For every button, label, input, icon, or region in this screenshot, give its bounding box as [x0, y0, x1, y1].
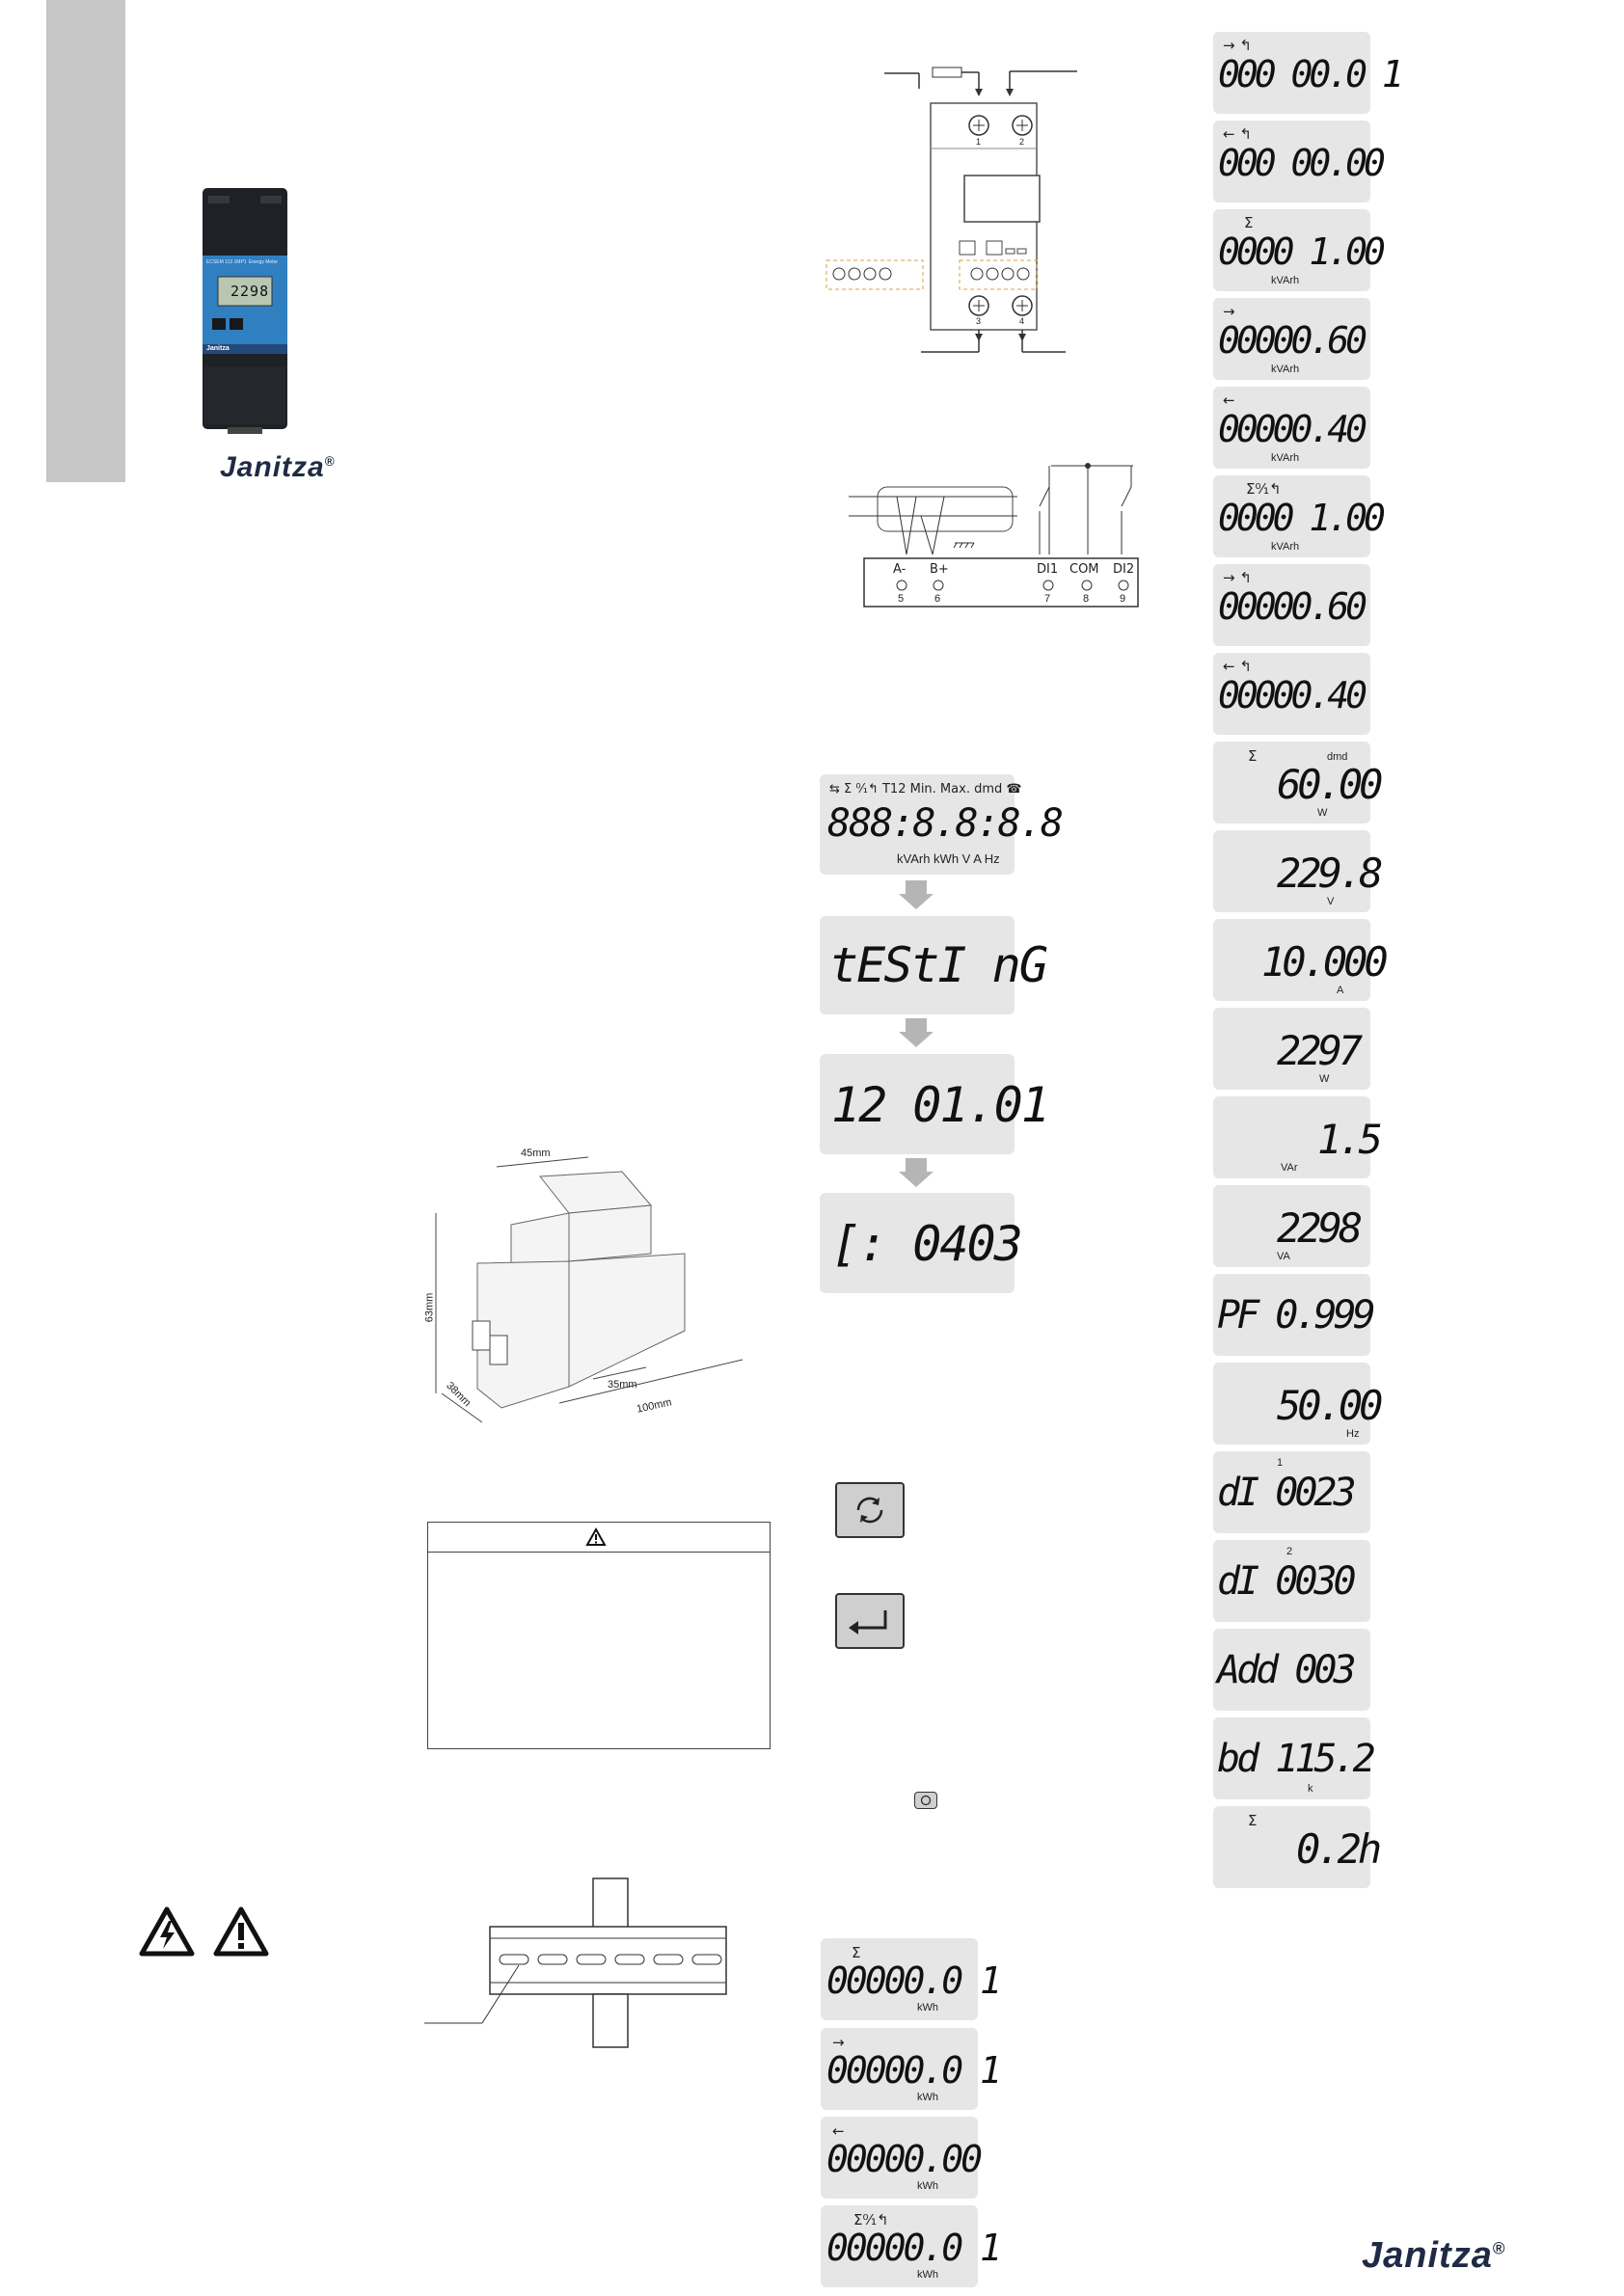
lcd-right-4	[1213, 298, 1370, 380]
lcd-startup-version	[820, 1054, 1048, 1154]
lcd-right-12-digits: 2297	[1277, 1027, 1360, 1074]
lcd-right-9-extra: dmd	[1327, 751, 1348, 763]
lcd-right-1-digits: 000 00.0 1	[1218, 53, 1400, 95]
lcd-right-8-symbol: ← ↰	[1223, 658, 1252, 675]
lcd-right-5-symbol: ←	[1223, 392, 1235, 409]
lcd-right-20-digits: bd 115.2	[1217, 1737, 1372, 1781]
lcd-right-10-digits: 229.8	[1277, 850, 1380, 897]
lcd-right-13-unit: VAr	[1281, 1162, 1298, 1174]
lcd-right-4-digits: 00000.60	[1218, 319, 1365, 362]
lcd-right-2-digits: 000 00.00	[1218, 142, 1382, 184]
lcd-right-13	[1213, 1096, 1379, 1178]
lcd-right-7	[1213, 564, 1370, 646]
electric-hazard-icon	[140, 1907, 194, 1960]
rs485-num-6: 6	[934, 593, 941, 605]
lcd-bottom-4	[821, 2205, 999, 2287]
lcd-right-4-unit: kVArh	[1271, 364, 1300, 375]
lcd-right-2	[1213, 121, 1382, 203]
lcd-right-9-symbol: Σ	[1248, 747, 1258, 765]
lcd-bottom-2	[821, 2028, 999, 2110]
dim-din: 35mm	[608, 1379, 637, 1391]
lcd-right-21-digits: 0.2h	[1296, 1825, 1379, 1873]
lcd-right-8-digits: 00000.40	[1218, 674, 1365, 716]
product-label-brand: Janitza	[206, 345, 230, 352]
lcd-bottom-2-symbol: →	[832, 2034, 845, 2051]
product-photo	[199, 188, 291, 434]
lcd-bottom-2-unit: kWh	[917, 2092, 938, 2103]
lcd-right-7-digits: 00000.60	[1218, 585, 1365, 628]
lcd-startup-digits: 888:8.8:8.8	[827, 801, 1062, 846]
rs485-label-di1: DI1	[1037, 562, 1059, 577]
enter-icon	[837, 1595, 903, 1647]
lcd-right-18-digits: dI 0030	[1217, 1559, 1353, 1604]
lcd-startup-checksum	[820, 1193, 1021, 1293]
lcd-right-15	[1213, 1274, 1370, 1356]
lcd-right-6	[1213, 475, 1382, 557]
rs485-num-7: 7	[1044, 593, 1051, 605]
lcd-right-20-unit: k	[1308, 1783, 1313, 1795]
lcd-bottom-3-symbol: ←	[832, 2122, 845, 2140]
product-lcd-value: 2298	[230, 283, 270, 300]
terminal-1-label: 1	[976, 137, 982, 147]
general-warning-icon	[214, 1907, 268, 1960]
lcd-right-11-unit: A	[1337, 985, 1344, 996]
lcd-right-21	[1213, 1806, 1379, 1888]
lcd-right-14-digits: 2298	[1277, 1204, 1360, 1252]
warning-icon	[586, 1528, 606, 1551]
side-tab	[46, 0, 125, 482]
lcd-bottom-3-unit: kWh	[917, 2180, 938, 2192]
lcd-startup-testing	[820, 916, 1046, 1014]
terminal-3-label: 3	[976, 316, 982, 326]
lcd-bottom-4-symbol: Σ⁰⁄₁↰	[853, 2211, 889, 2228]
lcd-right-1-symbol: → ↰	[1223, 37, 1252, 54]
lcd-right-1	[1213, 32, 1400, 114]
dim-length: 100mm	[636, 1396, 673, 1416]
lcd-right-5	[1213, 387, 1370, 469]
rs485-label-com: COM	[1069, 562, 1099, 577]
lcd-bottom-1-digits: 00000.0 1	[826, 1959, 999, 2002]
lcd-right-9-unit: W	[1317, 807, 1328, 819]
lcd-right-6-symbol: Σ⁰⁄₁↰	[1246, 480, 1282, 498]
rs485-num-9: 9	[1120, 593, 1126, 605]
lcd-checksum-digits: [: 0403	[831, 1216, 1021, 1272]
dim-width-top: 45mm	[521, 1148, 551, 1159]
lcd-right-10	[1213, 830, 1380, 912]
lcd-right-10-unit: V	[1327, 896, 1335, 907]
lcd-right-5-digits: 00000.40	[1218, 408, 1365, 450]
lcd-right-19	[1213, 1629, 1370, 1711]
product-label-top: ECSEM 113 1MP1	[206, 259, 247, 265]
lcd-right-3-digits: 0000 1.00	[1218, 230, 1382, 273]
lcd-right-13-digits: 1.5	[1317, 1116, 1379, 1163]
lcd-bottom-4-digits: 00000.0 1	[826, 2227, 999, 2269]
lcd-bottom-3-digits: 00000.00	[826, 2138, 981, 2180]
cycle-icon	[837, 1484, 903, 1536]
lcd-right-12	[1213, 1008, 1370, 1090]
lcd-right-3	[1213, 209, 1382, 291]
warning-box	[427, 1522, 771, 1749]
lcd-right-9	[1213, 742, 1380, 824]
lcd-right-21-symbol: Σ	[1248, 1812, 1258, 1829]
right-display-column	[1213, 32, 1400, 1888]
lcd-right-9-digits: 60.00	[1277, 761, 1380, 808]
lcd-right-19-digits: Add 003	[1217, 1648, 1353, 1692]
product-label-energy: Energy Meter	[249, 259, 279, 265]
lcd-right-3-symbol: Σ	[1244, 214, 1254, 231]
lcd-right-7-symbol: → ↰	[1223, 569, 1252, 586]
lcd-bottom-2-digits: 00000.0 1	[826, 2049, 999, 2092]
lcd-right-16-digits: 50.00	[1277, 1382, 1380, 1429]
lcd-right-16	[1213, 1363, 1380, 1445]
din-rail-drawing	[424, 1878, 728, 2047]
lcd-startup-all-segments	[820, 774, 1062, 875]
dim-height: 63mm	[423, 1292, 436, 1323]
terminal-4-label: 4	[1019, 316, 1025, 326]
lcd-right-18-symbol: 2	[1286, 1546, 1293, 1557]
cycle-inline-icon	[914, 1792, 937, 1809]
dim-depth: 38mm	[444, 1379, 474, 1410]
lcd-right-17	[1213, 1451, 1370, 1533]
lcd-right-14	[1213, 1185, 1370, 1267]
lcd-right-4-symbol: →	[1223, 303, 1235, 320]
rs485-num-8: 8	[1083, 593, 1090, 605]
terminal-2-label: 2	[1019, 137, 1025, 147]
lcd-right-18	[1213, 1540, 1370, 1622]
lcd-bottom-1-symbol: Σ	[852, 1944, 861, 1961]
lcd-right-8	[1213, 653, 1370, 735]
wiring-diagram-main	[825, 60, 1095, 364]
rs485-label-a: A-	[893, 562, 907, 577]
brand-logo: Janitza®	[220, 451, 336, 483]
lcd-startup-units: kVArh kWh V A Hz	[897, 851, 1000, 866]
lcd-version-digits: 12 01.01	[831, 1077, 1048, 1133]
lcd-right-14-unit: VA	[1277, 1251, 1290, 1262]
enter-button-icon	[835, 1593, 905, 1649]
lcd-right-6-digits: 0000 1.00	[1218, 497, 1382, 539]
lcd-startup-symbols: ⇆ Σ ⁰⁄₁↰ T12 Min. Max. dmd ☎	[829, 782, 1022, 797]
lcd-right-12-unit: W	[1319, 1073, 1330, 1085]
lcd-bottom-4-unit: kWh	[917, 2269, 938, 2281]
arrow-down-2	[899, 1018, 934, 1047]
lcd-right-17-digits: dI 0023	[1217, 1471, 1353, 1515]
lcd-bottom-1-unit: kWh	[917, 2002, 938, 2013]
lcd-right-3-unit: kVArh	[1271, 275, 1300, 286]
lcd-testing-digits: tEStI nG	[829, 937, 1046, 993]
rs485-label-b: B+	[930, 562, 949, 577]
cycle-button-icon	[835, 1482, 905, 1538]
brand-logo-footer: Janitza®	[1362, 2235, 1506, 2276]
arrow-down-3	[899, 1158, 934, 1187]
rs485-num-5: 5	[898, 593, 905, 605]
lcd-right-6-unit: kVArh	[1271, 541, 1300, 553]
lcd-right-11-digits: 10.000	[1261, 938, 1385, 986]
lcd-right-11	[1213, 919, 1385, 1001]
lcd-right-15-digits: PF 0.999	[1217, 1293, 1372, 1337]
lcd-right-20	[1213, 1717, 1370, 1799]
rs485-label-di2: DI2	[1113, 562, 1135, 577]
lcd-right-16-unit: Hz	[1346, 1428, 1360, 1440]
lcd-right-17-symbol: 1	[1277, 1457, 1284, 1469]
arrow-down-1	[899, 880, 934, 909]
lcd-right-5-unit: kVArh	[1271, 452, 1300, 464]
lcd-bottom-1	[821, 1938, 999, 2020]
lcd-bottom-3	[821, 2117, 981, 2199]
dimension-drawing	[424, 1148, 767, 1422]
lcd-right-2-symbol: ← ↰	[1223, 125, 1252, 143]
wiring-diagram-rs485	[849, 458, 1148, 612]
